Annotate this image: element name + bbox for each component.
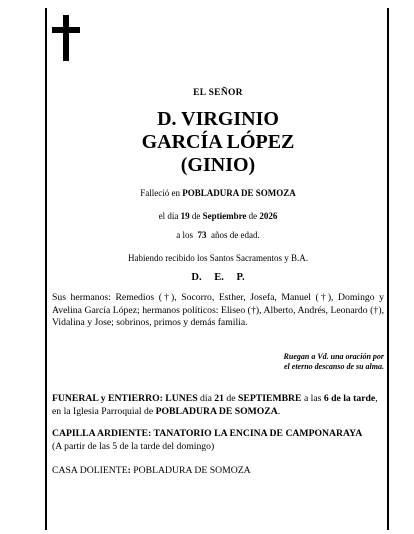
funeral-line-1: FUNERAL y ENTIERRO: LUNES día 21 de SEPTIEMBRE a las 6 de la tarde,: [52, 393, 378, 404]
title-el-senor: EL SEÑOR: [193, 88, 243, 98]
funeral-line-2: en la Iglesia Parroquial de POBLADURA DE SOMOZA.: [52, 405, 281, 417]
family-text: Sus hermanos: Remedios (†), Socorro, Esther, Josefa, Manuel (†), Domingo y Avelina García López; hermanos políticos: Eliseo (†), Alberto, Andrés, Leonardo (†), Vidalina y Jose; sobrinos, primos y demás familia.: [52, 292, 384, 328]
chapel-label: CAPILLA ARDIENTE: TANATORIO LA ENCINA DE CAMPONARAYA: [52, 428, 363, 439]
name-line-2: GARCÍA LÓPEZ: [141, 131, 295, 153]
deceased-name: [50, 108, 386, 177]
sacraments-text: Habiendo recibido los Santos Sacramentos y B.A.: [128, 253, 308, 263]
name-line-1: D. VIRGINIO: [157, 108, 279, 130]
name-line-3: (GINIO): [180, 154, 256, 176]
funeral-info: [52, 393, 388, 418]
dep-text: D. E. P.: [191, 272, 245, 283]
cross-icon: [52, 15, 80, 61]
death-place: Falleció en POBLADURA DE SOMOZA: [140, 188, 296, 198]
mourning-house-info: CASA DOLIENTE: POBLADURA DE SOMOZA: [52, 465, 251, 476]
chapel-info: [52, 428, 388, 453]
death-age: a los 73 años de edad.: [176, 230, 260, 240]
prayer-request: Ruegan a Vd. una oración por el eterno descanso de su alma.: [283, 352, 384, 371]
death-date: el día 19 de Septiembre de 2026: [158, 211, 278, 221]
chapel-note: (A partir de las 5 de la tarde del domingo): [52, 440, 215, 452]
